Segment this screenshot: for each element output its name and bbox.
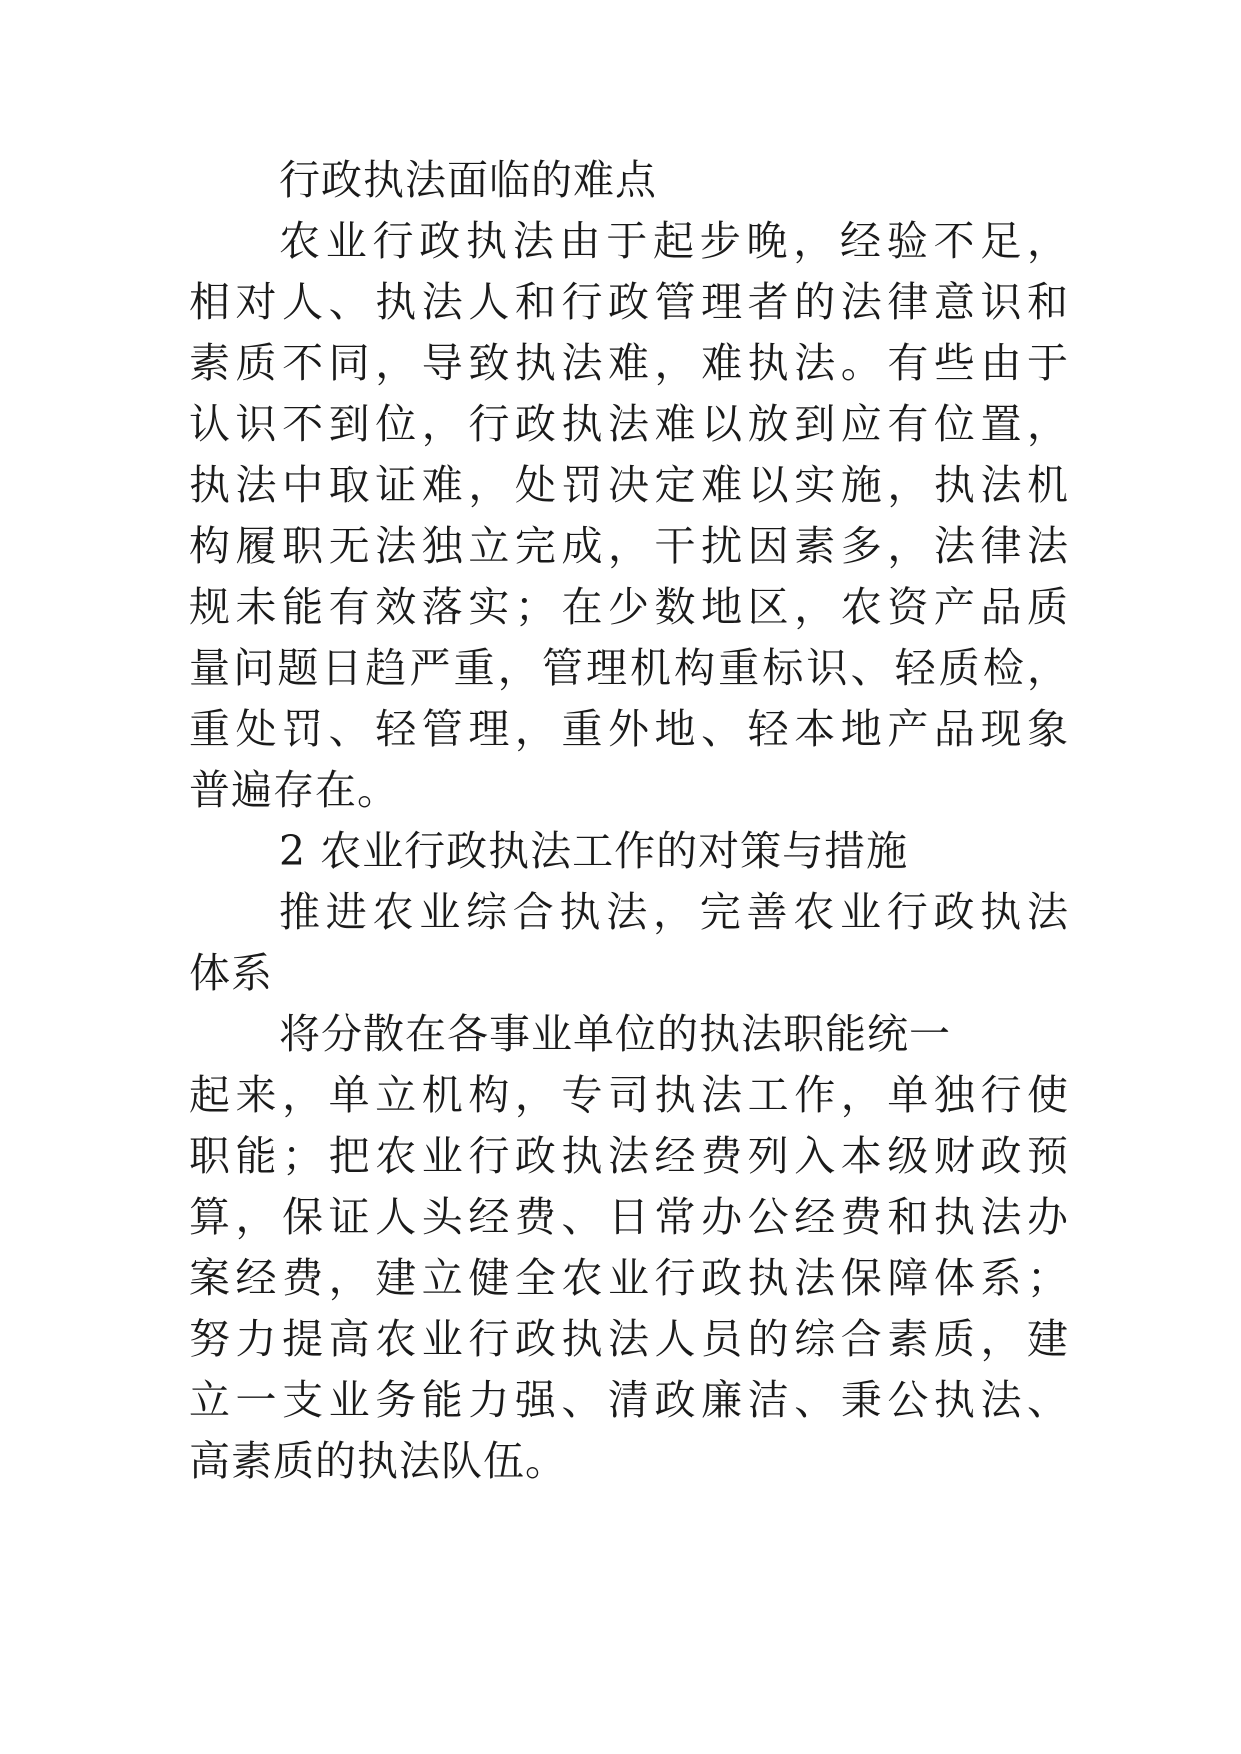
paragraph-line: 规未能有效落实；在少数地区，农资产品质	[189, 583, 1069, 631]
document-body	[189, 150, 1069, 1492]
section-heading: 行政执法面临的难点	[279, 156, 657, 204]
paragraph-line: 立一支业务能力强、清政廉洁、秉公执法、	[189, 1376, 1069, 1424]
subsection-heading: 体系	[189, 949, 273, 997]
paragraph-line: 认识不到位，行政执法难以放到应有位置，	[189, 400, 1069, 448]
paragraph-line: 起来，单立机构，专司执法工作，单独行使	[189, 1071, 1069, 1119]
paragraph-line: 相对人、执法人和行政管理者的法律意识和	[189, 278, 1069, 326]
paragraph-line: 高素质的执法队伍。	[189, 1437, 567, 1485]
paragraph-line: 农业行政执法由于起步晚，经验不足，	[279, 217, 1069, 265]
section-heading: 2 农业行政执法工作的对策与措施	[279, 827, 909, 875]
paragraph-line: 素质不同，导致执法难，难执法。有些由于	[189, 339, 1069, 387]
paragraph-line: 执法中取证难，处罚决定难以实施，执法机	[189, 461, 1069, 509]
paragraph-line: 职能；把农业行政执法经费列入本级财政预	[189, 1132, 1069, 1180]
paragraph-line: 普遍存在。	[189, 766, 399, 814]
paragraph-line: 重处罚、轻管理，重外地、轻本地产品现象	[189, 705, 1069, 753]
paragraph-line: 努力提高农业行政执法人员的综合素质，建	[189, 1315, 1069, 1363]
paragraph-line: 构履职无法独立完成，干扰因素多，法律法	[189, 522, 1069, 570]
paragraph-line: 算，保证人头经费、日常办公经费和执法办	[189, 1193, 1069, 1241]
paragraph-line: 案经费，建立健全农业行政执法保障体系；	[189, 1254, 1069, 1302]
subsection-heading: 推进农业综合执法，完善农业行政执法	[279, 888, 1069, 936]
paragraph-line: 将分散在各事业单位的执法职能统一	[279, 1010, 951, 1058]
paragraph-line: 量问题日趋严重，管理机构重标识、轻质检，	[189, 644, 1069, 692]
